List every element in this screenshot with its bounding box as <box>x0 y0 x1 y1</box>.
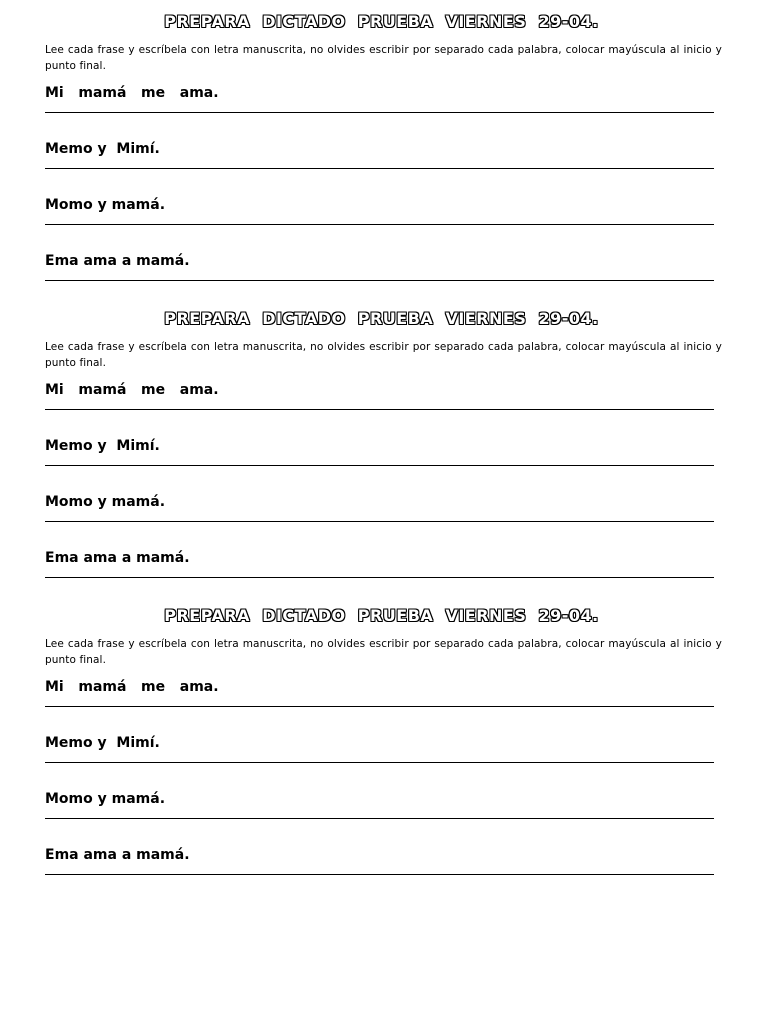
phrase-row <box>45 242 722 298</box>
phrase-row <box>45 74 722 130</box>
phrase-text: Memo y Mimí. <box>45 141 160 157</box>
phrase-row <box>45 836 722 892</box>
phrase-row <box>45 427 722 483</box>
dictation-instructions: Lee cada frase y escríbela con letra manuscrita, no olvides escribir por separado cada palabra, colocar mayúscula al inicio y punto final. <box>45 341 722 369</box>
dictation-title: PREPARA DICTADO PRUEBA VIERNES 29-04. <box>164 606 599 625</box>
dictation-block-1 <box>45 10 722 298</box>
writing-line <box>45 762 714 763</box>
writing-line <box>45 521 714 522</box>
phrase-text: Momo y mamá. <box>45 197 166 213</box>
phrase-row <box>45 186 722 242</box>
phrase-text: Momo y mamá. <box>45 494 166 510</box>
phrase-text: Ema ama a mamá. <box>45 847 190 863</box>
writing-line <box>45 874 714 875</box>
phrase-row <box>45 539 722 595</box>
writing-line <box>45 224 714 225</box>
writing-line <box>45 706 714 707</box>
phrase-row <box>45 130 722 186</box>
phrase-text: Mi mamá me ama. <box>45 679 219 695</box>
phrase-text: Ema ama a mamá. <box>45 253 190 269</box>
dictation-instructions: Lee cada frase y escríbela con letra manuscrita, no olvides escribir por separado cada palabra, colocar mayúscula al inicio y punto final. <box>45 44 722 72</box>
dictation-instructions: Lee cada frase y escríbela con letra manuscrita, no olvides escribir por separado cada palabra, colocar mayúscula al inicio y punto final. <box>45 638 722 666</box>
phrase-text: Ema ama a mamá. <box>45 550 190 566</box>
phrase-row <box>45 483 722 539</box>
phrase-text: Momo y mamá. <box>45 791 166 807</box>
phrase-row <box>45 371 722 427</box>
dictation-block-3 <box>45 604 722 892</box>
dictation-block-2 <box>45 307 722 595</box>
writing-line <box>45 818 714 819</box>
phrase-row <box>45 780 722 836</box>
writing-line <box>45 280 714 281</box>
dictation-title: PREPARA DICTADO PRUEBA VIERNES 29-04. <box>164 309 599 328</box>
writing-line <box>45 409 714 410</box>
writing-line <box>45 168 714 169</box>
phrase-text: Memo y Mimí. <box>45 735 160 751</box>
phrase-row <box>45 724 722 780</box>
phrase-text: Mi mamá me ama. <box>45 382 219 398</box>
writing-line <box>45 112 714 113</box>
phrase-text: Mi mamá me ama. <box>45 85 219 101</box>
writing-line <box>45 465 714 466</box>
phrase-row <box>45 668 722 724</box>
writing-line <box>45 577 714 578</box>
dictation-title: PREPARA DICTADO PRUEBA VIERNES 29-04. <box>164 12 599 31</box>
phrase-text: Memo y Mimí. <box>45 438 160 454</box>
